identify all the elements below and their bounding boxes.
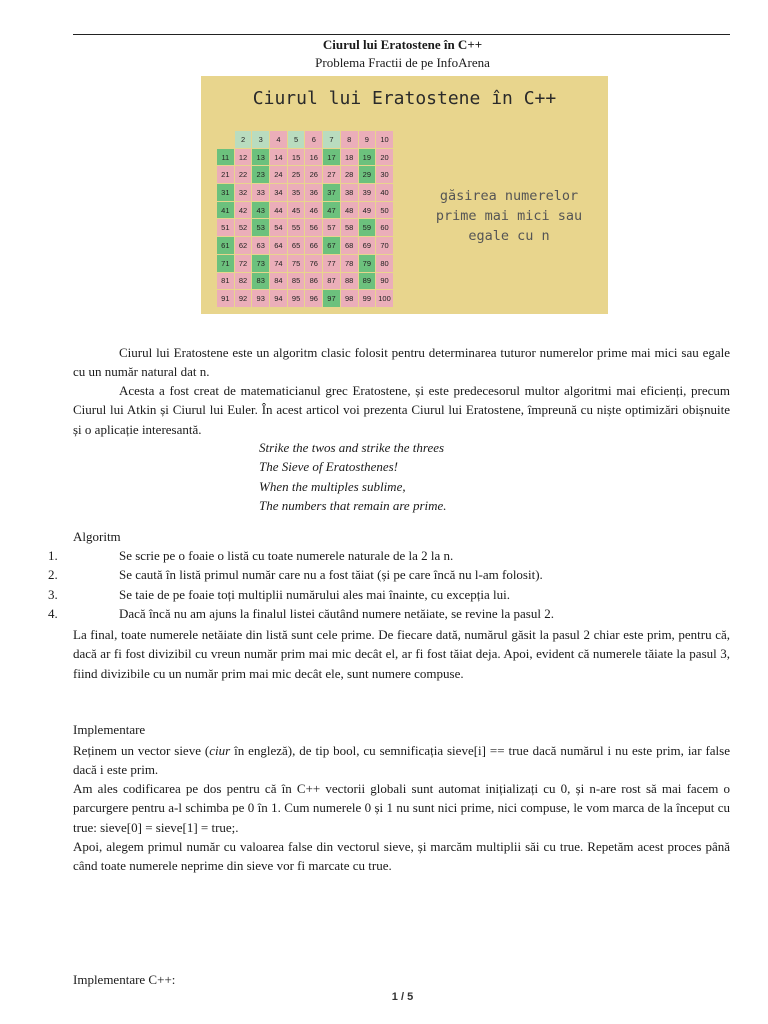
- prime-cell: 71: [217, 255, 235, 273]
- composite-cell: 36: [305, 184, 323, 202]
- composite-cell: 78: [341, 255, 359, 273]
- composite-cell: 46: [305, 202, 323, 220]
- composite-cell: 38: [341, 184, 359, 202]
- prime-cell: 89: [359, 273, 377, 291]
- prime-cell: 37: [323, 184, 341, 202]
- composite-cell: 50: [376, 202, 394, 220]
- poem-line: The Sieve of Eratosthenes!: [259, 459, 398, 475]
- prime-cell: 19: [359, 149, 377, 167]
- composite-cell: 56: [305, 219, 323, 237]
- italic-term: ciur: [209, 743, 231, 758]
- number-grid: [217, 131, 394, 308]
- prime-cell: 83: [252, 273, 270, 291]
- composite-cell: 45: [288, 202, 306, 220]
- step-text: Dacă încă nu am ajuns la finalul listei căutând numere netăiate, se revine la pasul 2.: [119, 606, 554, 621]
- composite-cell: 90: [376, 273, 394, 291]
- composite-cell: 66: [305, 237, 323, 255]
- text-run: Reținem un vector sieve (: [73, 743, 210, 758]
- prime-cell: 47: [323, 202, 341, 220]
- composite-cell: 33: [252, 184, 270, 202]
- composite-cell: 6: [305, 131, 323, 149]
- composite-cell: 72: [235, 255, 253, 273]
- composite-cell: 80: [376, 255, 394, 273]
- composite-cell: 96: [305, 290, 323, 308]
- prime-cell: 29: [359, 166, 377, 184]
- composite-cell: 84: [270, 273, 288, 291]
- composite-cell: 92: [235, 290, 253, 308]
- composite-cell: 4: [270, 131, 288, 149]
- composite-cell: 69: [359, 237, 377, 255]
- page-number: 1 / 5: [391, 991, 414, 1003]
- composite-cell: 10: [376, 131, 394, 149]
- composite-cell: 87: [323, 273, 341, 291]
- composite-cell: 8: [341, 131, 359, 149]
- header-rule: [73, 34, 730, 35]
- prime-cell: 5: [288, 131, 306, 149]
- step-number: 2.: [48, 567, 58, 582]
- composite-cell: 51: [217, 219, 235, 237]
- grid-empty-cell: [217, 131, 235, 149]
- prime-cell: 13: [252, 149, 270, 167]
- figure-caption: [419, 186, 599, 246]
- prime-cell: 11: [217, 149, 235, 167]
- composite-cell: 32: [235, 184, 253, 202]
- prime-cell: 7: [323, 131, 341, 149]
- composite-cell: 57: [323, 219, 341, 237]
- poem-line: The numbers that remain are prime.: [259, 498, 447, 514]
- algorithm-conclusion: La final, toate numerele netăiate din listă sunt cele prime. De fiecare dată, numărul găsit la pasul 2 chiar este prim, pentru că, dacă ar fi fost divizibil cu vreun număr prim mai mic decât el, ar fi fost tăiat deja. Apoi, evident că numerele tăiate la pasul 3, fiind divizibile cu un număr prim mai mic decât ele, sunt numere compuse.: [73, 627, 730, 681]
- composite-cell: 75: [288, 255, 306, 273]
- composite-cell: 98: [341, 290, 359, 308]
- composite-cell: 14: [270, 149, 288, 167]
- figure-title: Ciurul lui Eratostene în C++: [252, 88, 557, 109]
- composite-cell: 76: [305, 255, 323, 273]
- composite-cell: 65: [288, 237, 306, 255]
- composite-cell: 82: [235, 273, 253, 291]
- composite-cell: 24: [270, 166, 288, 184]
- cpp-heading: Implementare C++:: [73, 972, 176, 987]
- composite-cell: 91: [217, 290, 235, 308]
- step-number: 1.: [48, 548, 58, 563]
- caption-line: prime mai mici sau: [435, 208, 583, 224]
- poem: [259, 438, 447, 516]
- composite-cell: 28: [341, 166, 359, 184]
- step-number: 4.: [48, 606, 58, 621]
- composite-cell: 34: [270, 184, 288, 202]
- composite-cell: 44: [270, 202, 288, 220]
- sieve-figure: [201, 76, 608, 314]
- composite-cell: 58: [341, 219, 359, 237]
- step-number: 3.: [48, 587, 58, 602]
- document-subtitle: Problema Fractii de pe InfoArena: [315, 55, 490, 70]
- prime-cell: 41: [217, 202, 235, 220]
- composite-cell: 21: [217, 166, 235, 184]
- composite-cell: 54: [270, 219, 288, 237]
- prime-cell: 43: [252, 202, 270, 220]
- caption-line: găsirea numerelor: [439, 188, 579, 204]
- intro-paragraph-1: Ciurul lui Eratostene este un algoritm clasic folosit pentru determinarea tuturor numerelor prime mai mici sau egale cu un număr natural dat n.: [73, 345, 730, 380]
- prime-cell: 97: [323, 290, 341, 308]
- prime-cell: 17: [323, 149, 341, 167]
- composite-cell: 9: [359, 131, 377, 149]
- composite-cell: 81: [217, 273, 235, 291]
- document-title: Ciurul lui Eratostene în C++: [322, 37, 483, 52]
- implementation-paragraph-2: Am ales codificarea pe dos pentru că în C++ vectorii globali sunt automat inițializați cu 0, și n-are rost să mai facem o parcurgere pentru a-l schimba pe 0 în 1. Cum numerele 0 și 1 nu sunt nici prime, nici compuse, le vom marca de la început cu true: sieve[0] = sieve[1] = true;.: [73, 781, 730, 835]
- composite-cell: 40: [376, 184, 394, 202]
- text-run: în engleză), de tip bool, cu semnificația sieve[i] == true dacă numărul i nu este prim, iar false dacă i este prim.: [73, 743, 730, 778]
- composite-cell: 15: [288, 149, 306, 167]
- composite-cell: 100: [376, 290, 394, 308]
- composite-cell: 16: [305, 149, 323, 167]
- algorithm-heading: Algoritm: [73, 529, 121, 544]
- composite-cell: 88: [341, 273, 359, 291]
- composite-cell: 20: [376, 149, 394, 167]
- composite-cell: 42: [235, 202, 253, 220]
- poem-line: Strike the twos and strike the threes: [259, 440, 445, 455]
- prime-cell: 3: [252, 131, 270, 149]
- composite-cell: 18: [341, 149, 359, 167]
- implementation-paragraph-3: Apoi, alegem primul număr cu valoarea false din vectorul sieve, și marcăm multiplii săi cu true. Repetăm acest proces până când toate numerele neprime din sieve vor fi marcate cu true.: [73, 839, 730, 874]
- composite-cell: 39: [359, 184, 377, 202]
- composite-cell: 12: [235, 149, 253, 167]
- composite-cell: 62: [235, 237, 253, 255]
- composite-cell: 99: [359, 290, 377, 308]
- step-text: Se scrie pe o foaie o listă cu toate numerele naturale de la 2 la n.: [119, 548, 454, 563]
- composite-cell: 30: [376, 166, 394, 184]
- poem-line: When the multiples sublime,: [259, 478, 406, 494]
- implementation-paragraph-1: [73, 741, 730, 780]
- composite-cell: 85: [288, 273, 306, 291]
- composite-cell: 64: [270, 237, 288, 255]
- composite-cell: 48: [341, 202, 359, 220]
- composite-cell: 26: [305, 166, 323, 184]
- prime-cell: 31: [217, 184, 235, 202]
- composite-cell: 49: [359, 202, 377, 220]
- composite-cell: 68: [341, 237, 359, 255]
- composite-cell: 95: [288, 290, 306, 308]
- composite-cell: 93: [252, 290, 270, 308]
- composite-cell: 27: [323, 166, 341, 184]
- step-text: Se taie de pe foaie toți multiplii numărului ales mai înainte, cu excepția lui.: [119, 587, 510, 602]
- composite-cell: 77: [323, 255, 341, 273]
- composite-cell: 35: [288, 184, 306, 202]
- prime-cell: 53: [252, 219, 270, 237]
- caption-line: egale cu n: [468, 228, 550, 244]
- composite-cell: 86: [305, 273, 323, 291]
- prime-cell: 73: [252, 255, 270, 273]
- composite-cell: 74: [270, 255, 288, 273]
- composite-cell: 60: [376, 219, 394, 237]
- intro-paragraph-2: Acesta a fost creat de matematicianul grec Eratostene, și este predecesorul multor algoritmi mai eficienți, precum Ciurul lui Atkin și Ciurul lui Euler. În acest articol voi prezenta Ciurul lui Eratostene, împreună cu niște optimizări obișnuite și o aplicație interesantă.: [73, 383, 730, 437]
- composite-cell: 52: [235, 219, 253, 237]
- composite-cell: 25: [288, 166, 306, 184]
- prime-cell: 67: [323, 237, 341, 255]
- composite-cell: 22: [235, 166, 253, 184]
- prime-cell: 59: [359, 219, 377, 237]
- prime-cell: 61: [217, 237, 235, 255]
- composite-cell: 94: [270, 290, 288, 308]
- prime-cell: 79: [359, 255, 377, 273]
- implementation-heading: Implementare: [73, 722, 146, 737]
- step-text: Se caută în listă primul număr care nu a fost tăiat (și pe care încă nu l-am folosit).: [119, 567, 543, 582]
- prime-cell: 2: [235, 131, 253, 149]
- composite-cell: 63: [252, 237, 270, 255]
- prime-cell: 23: [252, 166, 270, 184]
- composite-cell: 70: [376, 237, 394, 255]
- composite-cell: 55: [288, 219, 306, 237]
